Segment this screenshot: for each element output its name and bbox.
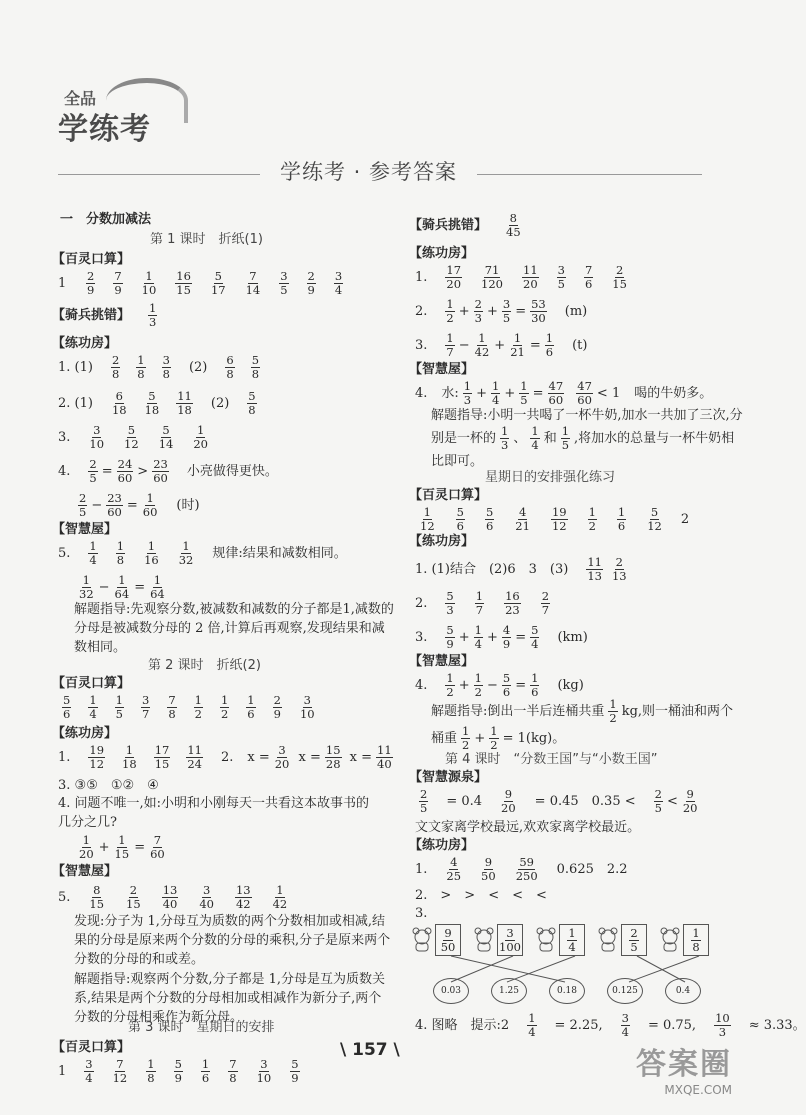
fraction: 1 4	[568, 925, 576, 954]
decimal-egg: 1.25	[491, 978, 527, 1004]
fraction: $\frac{4}{9}$	[502, 623, 511, 651]
l3-s1-answers: 1 3 4 7 12 1 8 5 9 1 6 7 8 3 10 5 9	[58, 1057, 299, 1085]
fraction: $\frac{1}{2}$	[474, 671, 482, 699]
bear-icon	[597, 926, 619, 952]
l2-p5-note1: 发现:分子为 1,分母互为质数的两个分数相加或相减,结果的分母是原来两个分数的分母的乘积,分子是原来两个分数的分母的和或差。	[74, 914, 391, 967]
l1-section-2: 【骑兵挑错】 $\frac{1}{3}$	[52, 301, 157, 329]
fraction: $\frac{1}{21}$	[510, 331, 525, 359]
fraction: 5 8	[251, 353, 260, 381]
bear-icon	[659, 926, 681, 952]
fraction: $\frac{1}{15}$	[114, 833, 130, 861]
fraction: 1 20	[193, 423, 208, 451]
fraction: $\frac{1}{4}$	[492, 379, 500, 407]
fraction: 16 23	[505, 589, 520, 617]
fraction: $\frac{1}{2}$	[490, 724, 498, 752]
logo-main-text: 学练考	[58, 112, 151, 147]
l1-p1: 1. (1) 2 8 1 8 3 8 (2) 6 8 5 8	[58, 353, 260, 381]
decimal-egg: 0.125	[607, 978, 643, 1004]
fraction: 1 7	[475, 589, 484, 617]
fraction: $\frac{3}{5}$	[502, 297, 511, 325]
fraction: $\frac{47}{60}$	[548, 379, 564, 407]
decimal-egg: 0.03	[433, 978, 469, 1004]
fraction: 1 42	[272, 883, 288, 911]
r-section-6: 【智慧源泉】	[409, 770, 488, 785]
fraction: $\frac{1}{2}$	[462, 724, 470, 752]
r-r2: 2. > > < < <	[415, 888, 547, 903]
fraction: $\frac{53}{30}$	[531, 297, 546, 325]
fraction: 5 6	[456, 505, 464, 533]
fraction: 6 18	[111, 389, 127, 417]
fraction: 1 4	[89, 693, 97, 721]
fraction: 5 6	[63, 693, 71, 721]
fraction: 1 10	[141, 269, 157, 297]
r-q4-note: 解题指导:倒出一半后连桶共重 $\frac{1}{2}$ kg,则一桶油和两个桶重 $\frac{1}{2}$ + $\frac{1}{2}$ = 1(kg)。	[431, 697, 734, 752]
fraction: $\frac{1}{7}$	[446, 331, 454, 359]
fraction: 1 6	[201, 1057, 210, 1085]
fraction: $\frac{1}{3}$	[501, 424, 509, 452]
fraction: 1 2	[194, 693, 202, 721]
fraction: $\frac{8}{45}$	[506, 211, 521, 239]
decimal-egg: 0.18	[549, 978, 585, 1004]
fraction: $\frac{24}{60}$	[117, 457, 133, 485]
fraction: $\frac{1}{4}$	[528, 1011, 536, 1039]
fraction: 7 6	[584, 263, 593, 291]
fraction: 5 12	[647, 505, 662, 533]
fraction: $\frac{9}{20}$	[682, 787, 698, 815]
fraction-card	[621, 924, 647, 956]
l2-section-1: 【百灵口算】	[52, 676, 131, 691]
fraction-card	[559, 924, 585, 956]
fraction: 2 8	[111, 353, 120, 381]
r-w3: 文文家离学校最远,欢欢家离学校最近。	[415, 820, 641, 835]
fraction: $\frac{3}{20}$	[274, 743, 290, 771]
fraction: 3 40	[199, 883, 214, 911]
fraction: 1 8	[137, 353, 145, 381]
r-r4: 4. 图略 提示:2 $\frac{1}{4}$ = 2.25, $\frac{3}{4}$ = 0.75, $\frac{10}{3}$ ≈ 3.33。	[415, 1011, 806, 1039]
fraction: 1 6	[617, 505, 626, 533]
fraction: 11 24	[187, 743, 202, 771]
fraction: $\frac{2}{3}$	[474, 297, 482, 325]
r-section-7: 【练功房】	[409, 838, 475, 853]
page-number: \ 157 \	[340, 1040, 400, 1060]
fraction: 8 15	[89, 883, 105, 911]
fraction: 3 7	[141, 693, 150, 721]
lesson3-title: 第 3 课时 星期日的安排	[128, 1020, 275, 1035]
watermark	[636, 1039, 732, 1097]
fraction: 3 10	[89, 423, 105, 451]
fraction: 11 20	[523, 263, 538, 291]
fraction: $\frac{23}{60}$	[153, 457, 168, 485]
l2-p1: 1. 19 12 1 18 17 15 11 24 2. x = $\frac{3}{20}$ x = $\frac{15}{28}$ x = $\frac{11}{40}$	[58, 743, 392, 771]
lesson1-title: 第 1 课时 折纸(1)	[150, 232, 263, 247]
fraction: 6 8	[226, 353, 234, 381]
fraction: 1 5	[115, 693, 123, 721]
l1-p2: 2. (1) 6 18 5 18 11 18 (2) $\frac{5}{8}$	[58, 389, 256, 417]
r-section-2: 【智慧屋】	[409, 362, 475, 377]
fraction: $\frac{1}{2}$	[446, 671, 454, 699]
fraction: 7 8	[229, 1057, 237, 1085]
r-section-1: 【练功房】	[409, 246, 475, 261]
r-lesson-title: 星期日的安排强化练习	[485, 470, 616, 485]
fraction: $\frac{1}{4}$	[531, 424, 539, 452]
fraction: 13 40	[162, 883, 178, 911]
fraction: 59 250	[515, 855, 538, 883]
fraction: 11 18	[177, 389, 192, 417]
fraction: $\frac{5}{6}$	[502, 671, 511, 699]
l1-section-4: 【智慧屋】	[52, 522, 118, 537]
fraction: 5 3	[446, 589, 454, 617]
bear-icon	[411, 926, 433, 952]
fraction: 1 8	[692, 925, 700, 954]
l1-p4: 4. $\frac{2}{5}$ = $\frac{24}{60}$ > $\frac{23}{60}$ 小亮做得更快。	[58, 457, 278, 485]
fraction: $\frac{11}{13}$	[587, 555, 602, 583]
fraction: 1 32	[178, 539, 194, 567]
l1-p4-time: $\frac{2}{5}$ − $\frac{23}{60}$ = $\frac{1}{60}$ (时)	[79, 491, 200, 519]
l2-p4-eq: $\frac{1}{20}$ + $\frac{1}{15}$ = $\frac{7}{60}$	[79, 833, 165, 861]
fraction: 5 12	[124, 423, 139, 451]
fraction: 1 18	[122, 743, 137, 771]
fraction: 2 9	[273, 693, 281, 721]
l1-p5-note: 解题指导:先观察分数,被减数和减数的分子都是1,减数的分母是被减数分母的 2 倍,计算后再观察,发现结果和减数相同。	[74, 602, 394, 655]
fraction: 3 8	[162, 353, 170, 381]
fraction-card	[497, 924, 523, 956]
l2-p3: 3. ③⑤ ①② ④	[58, 778, 159, 793]
fraction: 9 50	[440, 925, 456, 954]
fraction: 5 14	[158, 423, 174, 451]
fraction: 5 9	[291, 1057, 299, 1085]
fraction: 1 6	[247, 693, 255, 721]
bear-icon	[473, 926, 495, 952]
logo	[58, 78, 188, 148]
fraction: 3 5	[280, 269, 288, 297]
fraction: 1 2	[220, 693, 229, 721]
fraction: $\frac{11}{40}$	[377, 743, 392, 771]
l2-section-3: 【练功房】	[52, 726, 118, 741]
fraction: 9 50	[481, 855, 496, 883]
l1-section-1: 【百灵口算】	[52, 252, 131, 267]
fraction: 3 10	[299, 693, 315, 721]
fraction: 1 16	[144, 539, 159, 567]
l2-p4: 4. 问题不唯一,如:小明和小刚每天一共看这本故事书的几分之几?	[58, 796, 370, 830]
fraction: 17 20	[446, 263, 462, 291]
l1-s1-answers: 1 2 9 7 9 1 10 16 15 5 17 7 14 3 5 2 9 3 4	[58, 269, 343, 297]
l2-p5: 5. 8 15 2 15 13 40 3 40 13 42 1 42	[58, 883, 288, 911]
fraction: $\frac{1}{5}$	[561, 424, 570, 452]
fraction: $\frac{5}{8}$	[248, 389, 256, 417]
fraction: 7 14	[245, 269, 261, 297]
lesson4-title: 第 4 课时 “分数王国”与“小数王国”	[445, 752, 658, 767]
l1-section-3: 【练功房】	[52, 336, 118, 351]
fraction: 1 2	[588, 505, 596, 533]
fraction: $\frac{7}{60}$	[150, 833, 165, 861]
fraction: 1 12	[420, 505, 435, 533]
fraction: $\frac{47}{60}$	[577, 379, 592, 407]
fraction: 2 5	[630, 925, 638, 954]
l2-section-4: 【智慧屋】	[52, 864, 118, 879]
fraction: 71 120	[481, 263, 503, 291]
fraction-card	[435, 924, 461, 956]
fraction: 5 17	[210, 269, 226, 297]
fraction: $\frac{1}{2}$	[446, 297, 454, 325]
fraction: $\frac{1}{60}$	[142, 491, 158, 519]
decimal-egg: 0.4	[665, 978, 701, 1004]
chapter-title: 一 分数加减法	[60, 212, 152, 227]
fraction: $\frac{23}{60}$	[107, 491, 122, 519]
fraction: 3 5	[557, 263, 565, 291]
fraction: $\frac{10}{3}$	[715, 1011, 730, 1039]
fraction: 13 42	[235, 883, 251, 911]
fraction: 1 4	[89, 539, 97, 567]
logo-top-text: 全品	[64, 89, 97, 108]
l2-s1-answers	[58, 694, 320, 721]
fraction: $\frac{15}{28}$	[325, 743, 341, 771]
fraction: $\frac{2}{5}$	[89, 457, 97, 485]
fraction: 2 15	[126, 883, 141, 911]
fraction-card	[683, 924, 709, 956]
fraction: $\frac{1}{64}$	[114, 573, 130, 601]
watermark-logo: 答案圈	[636, 1047, 732, 1082]
r-q2: 2. 5 3 1 7 16 23 2 7	[415, 589, 550, 617]
fraction: $\frac{1}{3}$	[463, 379, 472, 407]
fraction: $\frac{1}{32}$	[79, 573, 94, 601]
fraction: 4 21	[515, 505, 530, 533]
fraction: 1 8	[116, 539, 125, 567]
fraction: 3 4	[334, 269, 343, 297]
fraction: 2 15	[612, 263, 627, 291]
fraction: $\frac{1}{6}$	[531, 671, 539, 699]
fraction: 4 25	[446, 855, 462, 883]
fraction: 3 100	[499, 925, 521, 954]
fraction: $\frac{5}{9}$	[446, 623, 454, 651]
watermark-url: MXQE.COM	[664, 1083, 732, 1097]
fraction: 19 12	[551, 505, 567, 533]
fraction: 5 18	[144, 389, 160, 417]
fraction: 5 6	[485, 505, 494, 533]
r-section-3: 【百灵口算】	[409, 488, 488, 503]
r-p4-note: 解题指导:小明一共喝了一杯牛奶,加水一共加了三次,分别是一杯的 $\frac{1}{3}$ 、 $\frac{1}{4}$ 和 $\frac{1}{5}$ ,将加水的总量与一杯牛奶相比即可。	[431, 408, 743, 469]
fraction: $\frac{1}{6}$	[545, 331, 554, 359]
r-p3: 3. $\frac{1}{7}$ − $\frac{1}{42}$ + $\frac{1}{21}$ = $\frac{1}{6}$ (t)	[415, 331, 588, 359]
fraction: $\frac{1}{20}$	[79, 833, 94, 861]
r-section-0: 【骑兵挑错】 $\frac{8}{45}$	[409, 211, 521, 239]
fraction: $\frac{1}{64}$	[150, 573, 165, 601]
fraction: 3 4	[85, 1057, 93, 1085]
fraction: $\frac{1}{42}$	[474, 331, 490, 359]
fraction: $\frac{5}{4}$	[531, 623, 539, 651]
fraction: 19 12	[89, 743, 105, 771]
fraction: $\frac{1}{4}$	[474, 623, 482, 651]
r-s3-answers: 1 12 5 6 5 6 4 21 19 12 1 2 1 6 5 12 2	[420, 505, 690, 533]
fraction: 7 8	[168, 693, 176, 721]
fraction: $\frac{1}{5}$	[520, 379, 528, 407]
r-q4: 4. $\frac{1}{2}$ + $\frac{1}{2}$ − $\frac{5}{6}$ = $\frac{1}{6}$ (kg)	[415, 671, 584, 699]
r-r1: 1. 4 25 9 50 59 250 0.625 2.2	[415, 855, 628, 883]
l2-p5-note2: 解题指导:观察两个分数,分子都是 1,分母是互为质数关系,结果是两个分数的分母相加或相减作为新分子,两个分数的分母相乘作为新分母。	[74, 972, 386, 1025]
fraction: $\frac{3}{4}$	[621, 1011, 629, 1039]
matching-figure	[415, 924, 725, 1004]
fraction: 2 9	[87, 269, 95, 297]
fraction: 17 15	[154, 743, 170, 771]
fraction: $\frac{2}{13}$	[611, 555, 627, 583]
fraction: 2 7	[541, 589, 550, 617]
r-section-5: 【智慧屋】	[409, 654, 475, 669]
r-q3: 3. $\frac{5}{9}$ + $\frac{1}{4}$ + $\frac{4}{9}$ = $\frac{5}{4}$ (km)	[415, 623, 588, 651]
fraction: 7 9	[114, 269, 122, 297]
r-section-4: 【练功房】	[409, 534, 475, 549]
r-p4: 4. 水: $\frac{1}{3}$ + $\frac{1}{4}$ + $\frac{1}{5}$ = $\frac{47}{60}$ $\frac{47}{60}$ < 1 喝的牛奶多。	[415, 379, 713, 407]
r-r3: 3.	[415, 906, 428, 921]
r-p2: 2. $\frac{1}{2}$ + $\frac{2}{3}$ + $\frac{3}{5}$ = $\frac{53}{30}$ (m)	[415, 297, 588, 325]
l1-p5: 5. 1 4 1 8 1 16 1 32 规律:结果和减数相同。	[58, 539, 347, 567]
lesson2-title: 第 2 课时 折纸(2)	[148, 658, 261, 673]
fraction: $\frac{2}{5}$	[654, 787, 662, 815]
r-p1: 1. 17 20 71 120 11 20 3 5 7 6 2 15	[415, 263, 627, 291]
page-title: 学练考 · 参考答案	[260, 156, 477, 186]
l1-p5-eq: $\frac{1}{32}$ − $\frac{1}{64}$ = $\frac{1}{64}$	[79, 573, 165, 601]
l1-p3: 3. 3 10 5 12 5 14 1 20	[58, 423, 208, 451]
fraction: 1 8	[147, 1057, 155, 1085]
fraction: $\frac{9}{20}$	[501, 787, 516, 815]
fraction: $\frac{1}{2}$	[609, 697, 617, 725]
r-w1: $\frac{2}{5}$ = 0.4 $\frac{9}{20}$ = 0.45 0.35 < $\frac{2}{5}$ < $\frac{9}{20}$	[420, 787, 698, 815]
fraction: $\frac{1}{3}$	[149, 301, 157, 329]
l3-section-1: 【百灵口算】	[52, 1040, 131, 1055]
fraction: 16 15	[176, 269, 191, 297]
r-q1: 1. (1)结合 (2)6 3 (3) $\frac{11}{13}$ $\frac{2}{13}$	[415, 555, 627, 583]
fraction: 3 10	[256, 1057, 272, 1085]
fraction: 7 12	[112, 1057, 128, 1085]
fraction: $\frac{2}{5}$	[79, 491, 87, 519]
fraction: 5 9	[174, 1057, 182, 1085]
bear-icon	[535, 926, 557, 952]
fraction: 2 9	[307, 269, 315, 297]
fraction: $\frac{2}{5}$	[420, 787, 428, 815]
